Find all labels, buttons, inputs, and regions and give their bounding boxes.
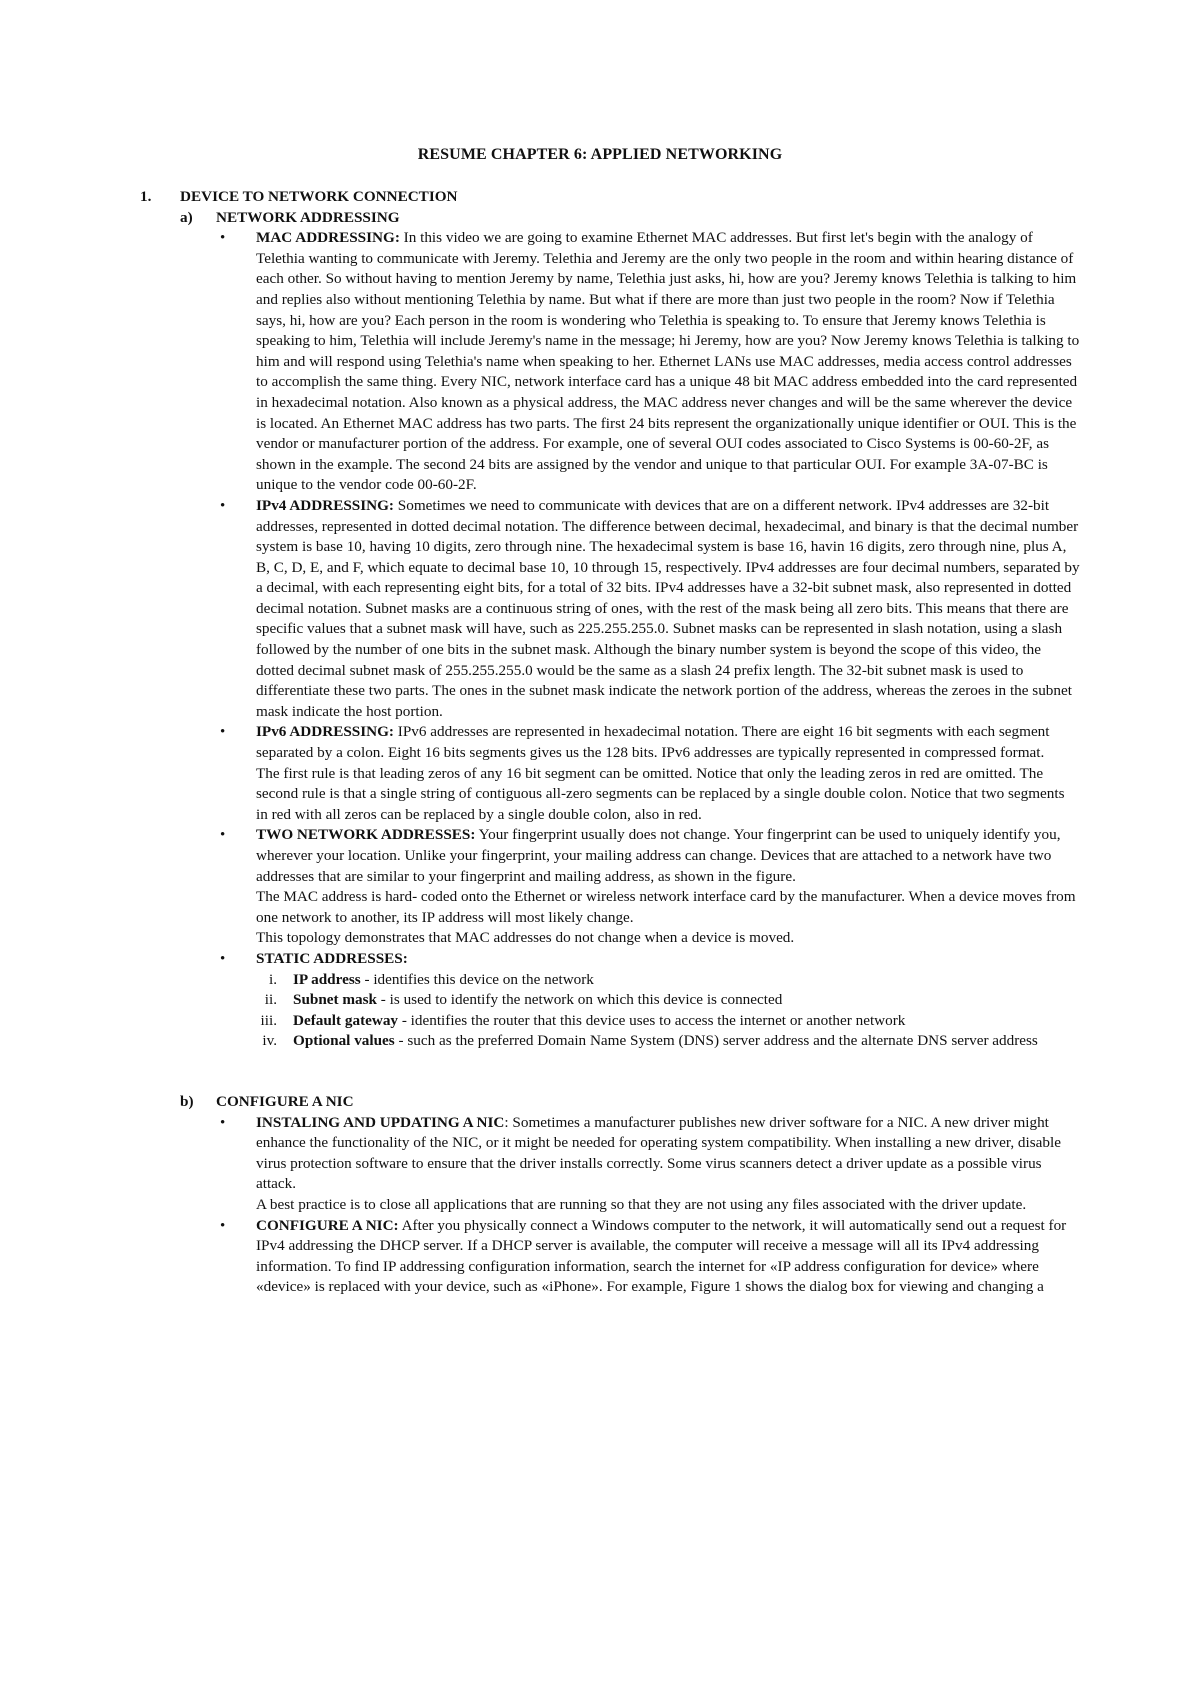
section-number: 1. <box>140 188 152 205</box>
subsection-title: CONFIGURE A NIC <box>216 1092 354 1110</box>
item-paragraph: This topology demonstrates that MAC addresses do not change when a device is moved. <box>256 929 795 947</box>
static-desc: - such as the preferred Domain Name System (DNS) server address and the alternate DNS server address <box>394 1032 1038 1050</box>
static-item <box>260 1011 1080 1032</box>
document-body <box>140 187 1080 1298</box>
item-paragraph: The first rule is that leading zeros of any 16 bit segment can be omitted. Notice that only the leading zeros in red are omitted. The second rule is that a single string of contiguous all-zero segments can be replaced by a single double colon. Notice that two segments in red with all zeros can be replaced by a single double colon, also in red. <box>256 764 1065 823</box>
subsection-title: NETWORK ADDRESSING <box>216 208 400 226</box>
roman-number: iv. <box>262 1032 277 1050</box>
static-item <box>262 1031 1080 1052</box>
list-item-ipv4 <box>256 496 1080 723</box>
item-lead: INSTALING AND UPDATING A NIC <box>256 1113 505 1131</box>
item-lead: CONFIGURE A NIC: <box>256 1216 399 1234</box>
item-text: : Sometimes a manufacturer publishes new driver software for a NIC. A new driver might enhance the functionality of the NIC, or it might be needed for operating system compatibility. When installing a new driver, disable virus protection software to ensure that the driver installs correctly. Some virus scanners detect a driver update as a possible virus attack. <box>256 1113 1061 1193</box>
subsection-letter: a) <box>180 208 193 226</box>
item-lead: IPv6 ADDRESSING: <box>256 723 394 741</box>
static-desc: - identifies the router that this device uses to access the internet or another network <box>398 1011 906 1029</box>
network-addressing-list <box>140 228 1080 1052</box>
list-item-mac <box>256 228 1080 496</box>
section-gap <box>140 1052 1080 1092</box>
list-item-static <box>256 949 1080 1052</box>
list-item-installing <box>256 1113 1080 1216</box>
item-text: After you physically connect a Windows computer to the network, it will automatically send out a request for IPv4 addressing the DHCP server. If a DHCP server is available, the computer will receive a message will all its IPv4 addressing information. To find IP addressing configuration information, search the internet for «IP address configuration for device» where «device» is replaced with your device, such as «iPhone». For example, Figure 1 shows the dialog box for viewing and changing a <box>256 1216 1067 1296</box>
static-term: Optional values <box>293 1032 395 1050</box>
roman-number: iii. <box>260 1011 277 1029</box>
item-text: Your fingerprint usually does not change. Your fingerprint can be used to uniquely identify you, wherever your location. Unlike your fingerprint, your mailing address can change. Devices that are attached to a network have two addresses that are similar to your fingerprint and mailing address, as shown in the figure. <box>256 826 1061 885</box>
section-1-heading <box>140 187 1080 208</box>
item-paragraph: A best practice is to close all applications that are running so that they are not using any files associated with the driver update. <box>256 1195 1027 1213</box>
static-desc: - identifies this device on the network <box>360 970 594 988</box>
static-item <box>268 970 1080 991</box>
list-item-configure <box>256 1216 1080 1298</box>
roman-number: i. <box>268 970 277 988</box>
static-term: Subnet mask <box>293 991 377 1009</box>
configure-nic-list <box>140 1113 1080 1298</box>
static-term: Default gateway <box>293 1011 399 1029</box>
item-lead: MAC ADDRESSING: <box>256 229 400 247</box>
section-title: DEVICE TO NETWORK CONNECTION <box>180 188 458 205</box>
static-desc: - is used to identify the network on which this device is connected <box>376 991 783 1009</box>
page-title: RESUME CHAPTER 6: APPLIED NETWORKING <box>417 146 783 163</box>
static-addresses-list <box>256 970 1080 1052</box>
item-lead: TWO NETWORK ADDRESSES: <box>256 826 476 844</box>
item-lead: IPv4 ADDRESSING: <box>256 496 394 514</box>
item-paragraph: The MAC address is hard- coded onto the Ethernet or wireless network interface card by the manufacturer. When a device moves from one network to another, its IP address will most likely change. <box>256 888 1076 926</box>
item-lead: STATIC ADDRESSES: <box>256 949 408 967</box>
subsection-a-heading <box>180 208 1080 229</box>
roman-number: ii. <box>264 991 277 1009</box>
static-term: IP address <box>293 970 361 988</box>
item-text: In this video we are going to examine Ethernet MAC addresses. But first let's begin with the analogy of Telethia wanting to communicate with Jeremy. Telethia and Jeremy are the only two people in the room and within hearing distance of each other. So without having to mention Jeremy by name, Telethia just asks, hi, how are you? Jeremy knows Telethia is talking to him and replies also without mentioning Telethia by name. But what if there are more than just two people in the room? Now if Telethia says, hi, how are you? Each person in the room is wondering who Telethia is speaking to. To ensure that Jeremy knows Telethia is speaking to him, Telethia will include Jeremy's name in the message; hi Jeremy, how are you? Now Jeremy knows Telethia is talking to him and will respond using Telethia's name when speaking to her. Ethernet LANs use MAC addresses, media access control addresses to accomplish the same thing. Every NIC, network interface card has a unique 48 bit MAC address embedded into the card represented in hexadecimal notation. Also known as a physical address, the MAC address never changes and will be the same wherever the device is located. An Ethernet MAC address has two parts. The first 24 bits represent the organizationally unique identifier or OUI. This is the vendor or manufacturer portion of the address. For example, one of several OUI codes associated to Cisco Systems is 00-60-2F, as shown in the example. The second 24 bits are assigned by the vendor and unique to that particular OUI. For example 3A-07-BC is unique to the vendor code 00-60-2F. <box>256 229 1080 494</box>
subsection-b-heading <box>180 1092 1080 1113</box>
list-item-two-addresses <box>256 825 1080 949</box>
static-item <box>264 990 1080 1011</box>
item-text: Sometimes we need to communicate with devices that are on a different network. IPv4 addresses are 32-bit addresses, represented in dotted decimal notation. The difference between decimal, hexadecimal, and binary is that the decimal number system is base 10, having 10 digits, zero through nine. The hexadecimal system is base 16, havin 16 digits, zero through nine, plus A, B, C, D, E, and F, which equate to decimal base 10, 10 through 15, respectively. IPv4 addresses are four decimal numbers, separated by a decimal, with each representing eight bits, for a total of 32 bits. IPv4 addresses have a 32-bit subnet mask, also represented in dotted decimal notation. Subnet masks are a continuous string of ones, with the rest of the mask being all zero bits. This means that there are specific values that a subnet mask will have, such as 225.255.255.0. Subnet masks can be represented in slash notation, using a slash followed by the number of one bits in the subnet mask. Although the binary number system is beyond the scope of this video, the dotted decimal subnet mask of 255.255.255.0 would be the same as a slash 24 prefix length. The 32-bit subnet mask is used to differentiate these two parts. The ones in the subnet mask indicate the network portion of the address, whereas the zeroes in the subnet mask indicate the host portion. <box>256 496 1080 720</box>
item-text: IPv6 addresses are represented in hexadecimal notation. There are eight 16 bit segments with each segment separated by a colon. Eight 16 bits segments gives us the 128 bits. IPv6 addresses are typically represented in compressed format. <box>256 723 1050 762</box>
list-item-ipv6 <box>256 722 1080 825</box>
subsection-letter: b) <box>180 1092 194 1110</box>
